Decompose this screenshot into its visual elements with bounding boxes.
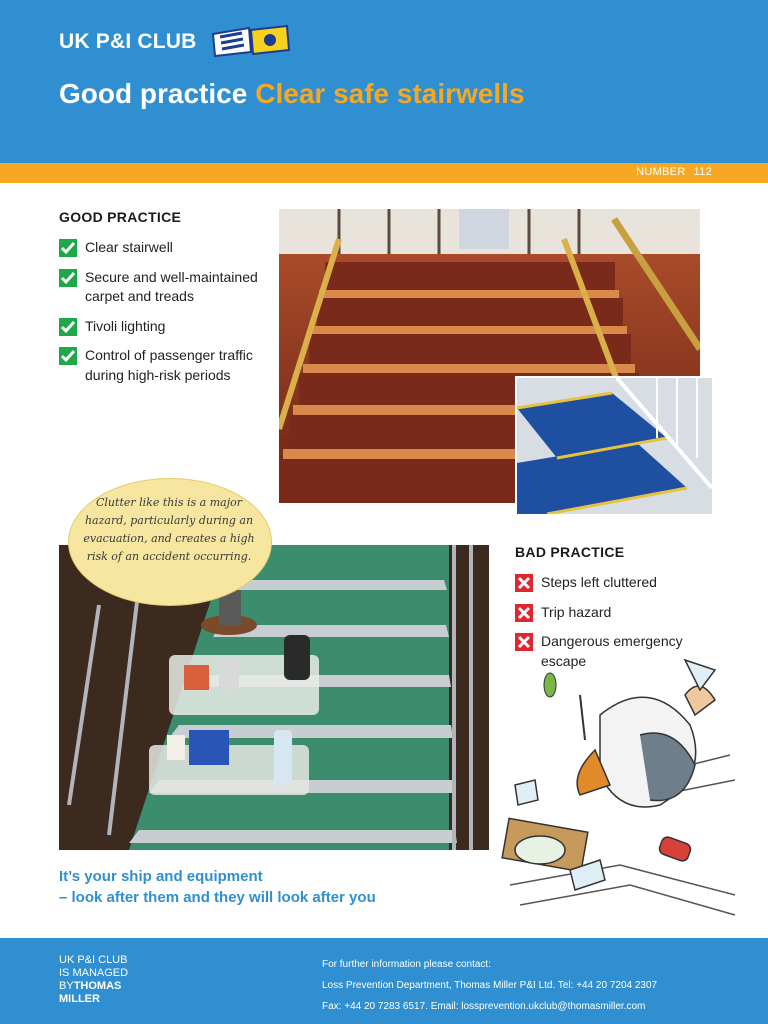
managed-by-block	[59, 954, 128, 1006]
contact-line1: For further information please contact:	[322, 959, 491, 970]
check-icon	[59, 347, 77, 365]
cross-icon	[515, 604, 533, 622]
managed-line2: IS MANAGED	[59, 967, 129, 979]
cross-icon	[515, 633, 533, 651]
bad-practice-item	[515, 573, 715, 593]
footer-band	[0, 938, 768, 1024]
bubble-text: Clutter like this is a major hazard, particularly during an evacuation, and creates a high risk of an accident occurring.	[83, 496, 255, 563]
brand-name: UK P&I CLUB	[59, 30, 197, 53]
check-icon	[59, 269, 77, 287]
bad-practice-item	[515, 603, 715, 623]
check-icon	[59, 239, 77, 257]
managed-name1: THOMAS	[73, 980, 122, 992]
good-practice-item	[59, 238, 259, 258]
managed-by: BY	[59, 980, 74, 992]
tagline-line2: – look after them and they will look after you	[59, 889, 376, 906]
cross-icon	[515, 574, 533, 592]
good-practice-label: Control of passenger traffic during high-risk periods	[85, 347, 253, 383]
number-label: NUMBER	[636, 166, 686, 178]
page-title	[59, 78, 525, 110]
managed-line3	[59, 980, 128, 993]
issue-number	[636, 166, 712, 178]
contact-line3[interactable]: Fax: +44 20 7283 6517. Email: lossprevention.ukclub@thomasmiller.com	[322, 1001, 646, 1012]
bad-practice-label: Trip hazard	[541, 603, 612, 620]
title-main: Clear safe stairwells	[255, 78, 525, 109]
good-practice-list	[59, 238, 259, 395]
flags-logo-icon	[211, 24, 291, 58]
good-practice-label: Tivoli lighting	[85, 317, 166, 334]
contact-block	[322, 954, 657, 1017]
title-prefix: Good practice	[59, 78, 248, 109]
managed-line1: UK P&I CLUB	[59, 954, 128, 966]
bad-practice-heading: BAD PRACTICE	[515, 544, 625, 560]
bad-practice-label: Steps left cluttered	[541, 574, 657, 590]
check-icon	[59, 318, 77, 336]
tagline-line1: It’s your ship and equipment	[59, 868, 263, 885]
contact-line2: Loss Prevention Department, Thomas Miller P&I Ltd. Tel: +44 20 7204 2307	[322, 980, 658, 991]
photo-tivoli-treads	[515, 376, 714, 516]
number-value: 112	[693, 166, 712, 178]
good-practice-label: Clear stairwell	[85, 239, 173, 255]
good-practice-label: Secure and well-maintained carpet and treads	[85, 268, 258, 304]
header-band	[0, 0, 768, 163]
good-practice-item	[59, 346, 259, 385]
falling-waiter-illustration	[500, 655, 740, 930]
good-practice-item	[59, 268, 259, 307]
bad-practice-label: Dangerous emergency escape	[541, 633, 683, 669]
good-practice-item	[59, 317, 259, 337]
good-practice-heading: GOOD PRACTICE	[59, 209, 182, 225]
managed-name2: MILLER	[59, 993, 100, 1005]
tagline	[59, 866, 376, 908]
